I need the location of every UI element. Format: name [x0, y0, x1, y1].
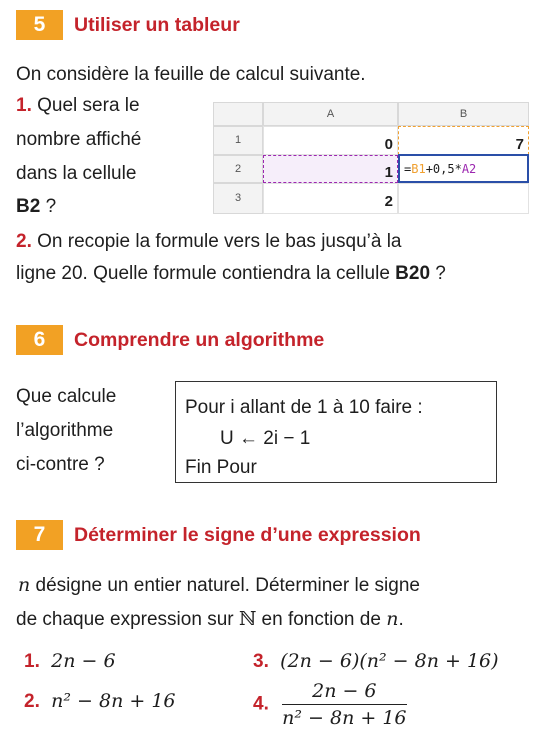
question-end: ?	[40, 196, 57, 217]
intro-end: .	[398, 609, 404, 630]
row-header-1: 1	[213, 126, 263, 155]
formula-ref-b1: B1	[411, 162, 426, 176]
natural-numbers-symbol: ℕ	[238, 608, 257, 630]
item-number: 3.	[253, 651, 269, 672]
algorithm-box	[175, 381, 497, 483]
question-line-3: ci-contre ?	[16, 454, 105, 475]
exercise-intro-line-2	[16, 607, 404, 632]
row-header-3: 3	[213, 183, 263, 214]
expression: 2n − 6	[51, 650, 116, 672]
fraction-expression	[282, 680, 406, 729]
question-1-line-2: nombre affiché	[16, 129, 142, 150]
cell-reference: B20	[395, 263, 431, 284]
question-text: Quel sera le	[37, 95, 140, 116]
spreadsheet	[213, 102, 529, 214]
expression: n² − 8n + 16	[51, 690, 176, 712]
intro-text: de chaque expression sur	[16, 609, 239, 630]
formula-equals: =	[404, 162, 412, 176]
question-number: 2.	[16, 231, 32, 252]
item-number: 4.	[253, 693, 269, 715]
question-text: ligne 20. Quelle formule contiendra la cellule	[16, 263, 396, 284]
column-header-a: A	[263, 102, 398, 126]
algorithm-line-3: Fin Pour	[185, 457, 257, 478]
item-number: 1.	[24, 651, 40, 672]
cell-b1: 7	[398, 126, 529, 155]
question-2-line-1	[16, 230, 402, 254]
column-header-b: B	[398, 102, 529, 126]
variable-n: n	[18, 574, 31, 596]
item-1	[24, 649, 116, 674]
fraction-denominator: n² − 8n + 16	[282, 707, 407, 729]
fraction-numerator: 2n − 6	[282, 680, 406, 705]
cell-a2: 1	[263, 155, 398, 183]
cell-b2[interactable]	[398, 154, 529, 183]
formula-ref-a2: A2	[461, 162, 477, 176]
exercise-title: Utiliser un tableur	[74, 14, 240, 36]
exercise-number-badge: 5	[16, 10, 63, 40]
algorithm-line-2: U ← 2i − 1	[220, 428, 311, 449]
exercise-intro: On considère la feuille de calcul suivante.	[16, 64, 366, 85]
exercise-number-badge: 6	[16, 325, 63, 355]
expression: (2n − 6)(n² − 8n + 16)	[280, 650, 499, 672]
variable-n: n	[386, 608, 399, 630]
item-4	[253, 680, 407, 729]
question-line-1: Que calcule	[16, 386, 117, 407]
cell-a3: 2	[263, 183, 398, 214]
question-1-line-3: dans la cellule	[16, 163, 137, 184]
exercise-title: Comprendre un algorithme	[74, 329, 325, 351]
intro-text: désigne un entier naturel. Déterminer le signe	[30, 575, 420, 596]
exercise-number-badge: 7	[16, 520, 63, 550]
exercise-title: Déterminer le signe d’une expression	[74, 524, 421, 546]
exercise-intro-line-1	[18, 573, 420, 598]
intro-text: en fonction de	[256, 609, 387, 630]
item-3	[253, 649, 499, 674]
cell-reference: B2	[16, 196, 41, 217]
formula-operator: +0,5*	[425, 162, 462, 176]
cell-a1: 0	[263, 126, 398, 155]
cell-b3	[398, 183, 529, 214]
question-text: On recopie la formule vers le bas jusqu’à la	[37, 231, 402, 252]
question-end: ?	[430, 263, 446, 284]
item-number: 2.	[24, 691, 40, 712]
question-1-line-1	[16, 94, 140, 118]
question-number: 1.	[16, 95, 32, 116]
question-line-2: l’algorithme	[16, 420, 114, 441]
algorithm-line-1: Pour i allant de 1 à 10 faire :	[185, 397, 423, 418]
row-header-2: 2	[213, 155, 263, 183]
corner-header	[213, 102, 263, 126]
question-1-line-4	[16, 195, 56, 219]
item-2	[24, 689, 176, 714]
question-2-line-2	[16, 262, 446, 286]
